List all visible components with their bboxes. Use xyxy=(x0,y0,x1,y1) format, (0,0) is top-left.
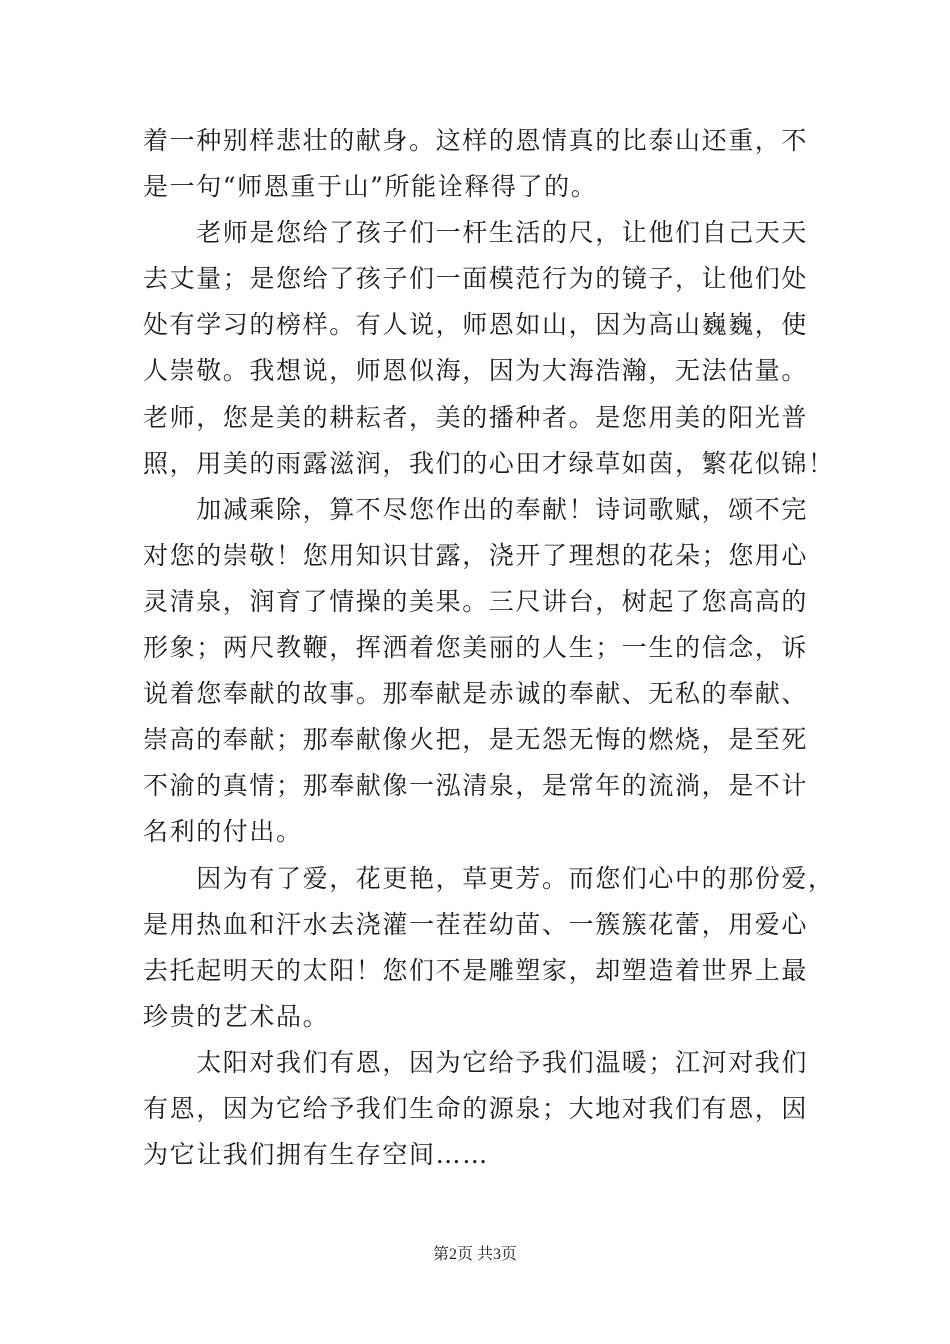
text-line: 是用热血和汗水去浇灌一茬茬幼苗、一簇簇花蕾，用爱心 xyxy=(143,909,809,939)
text-line: 为它让我们拥有生存空间…… xyxy=(143,1140,489,1170)
text-line: 着一种别样悲壮的献身。这样的恩情真的比泰山还重，不 xyxy=(143,126,809,155)
page-number-footer: 第2页 共3页 xyxy=(432,1246,517,1263)
text-line: 因为有了爱，花更艳，草更芳。而您们心中的那份爱， xyxy=(143,863,835,893)
text-line: 是一句“师恩重于山”所能诠释得了的。 xyxy=(143,172,598,202)
text-line: 老师，您是美的耕耘者，美的播种者。是您用美的阳光普 xyxy=(143,402,809,432)
text-line: 形象；两尺教鞭，挥洒着您美丽的人生；一生的信念，诉 xyxy=(143,633,809,663)
text-line: 去丈量；是您给了孩子们一面模范行为的镜子，让他们处 xyxy=(143,264,809,294)
text-line: 处有学习的榜样。有人说，师恩如山，因为高山巍巍，使 xyxy=(143,310,809,340)
text-line: 去托起明天的太阳！您们不是雕塑家，却塑造着世界上最 xyxy=(143,955,809,985)
text-line: 人崇敬。我想说，师恩似海，因为大海浩瀚，无法估量。 xyxy=(143,356,809,386)
text-line: 太阳对我们有恩，因为它给予我们温暖；江河对我们 xyxy=(143,1047,809,1077)
text-line: 老师是您给了孩子们一杆生活的尺，让他们自己天天 xyxy=(143,218,809,248)
text-line: 有恩，因为它给予我们生命的源泉；大地对我们有恩，因 xyxy=(143,1093,809,1123)
text-line: 说着您奉献的故事。那奉献是赤诚的奉献、无私的奉献、 xyxy=(143,679,809,709)
text-line: 照，用美的雨露滋润，我们的心田才绿草如茵，繁花似锦！ xyxy=(143,448,835,478)
text-line: 珍贵的艺术品。 xyxy=(143,1001,330,1031)
text-line: 不渝的真情；那奉献像一泓清泉，是常年的流淌，是不计 xyxy=(143,771,809,801)
text-line: 崇高的奉献；那奉献像火把，是无怨无悔的燃烧，是至死 xyxy=(143,725,809,755)
text-line: 灵清泉，润育了情操的美果。三尺讲台，树起了您高高的 xyxy=(143,586,809,616)
body-text xyxy=(143,118,835,1178)
text-line: 加减乘除，算不尽您作出的奉献！诗词歌赋，颂不完 xyxy=(143,494,809,524)
text-line: 名利的付出。 xyxy=(143,817,303,847)
text-line: 对您的崇敬！您用知识甘露，浇开了理想的花朵；您用心 xyxy=(143,540,809,570)
